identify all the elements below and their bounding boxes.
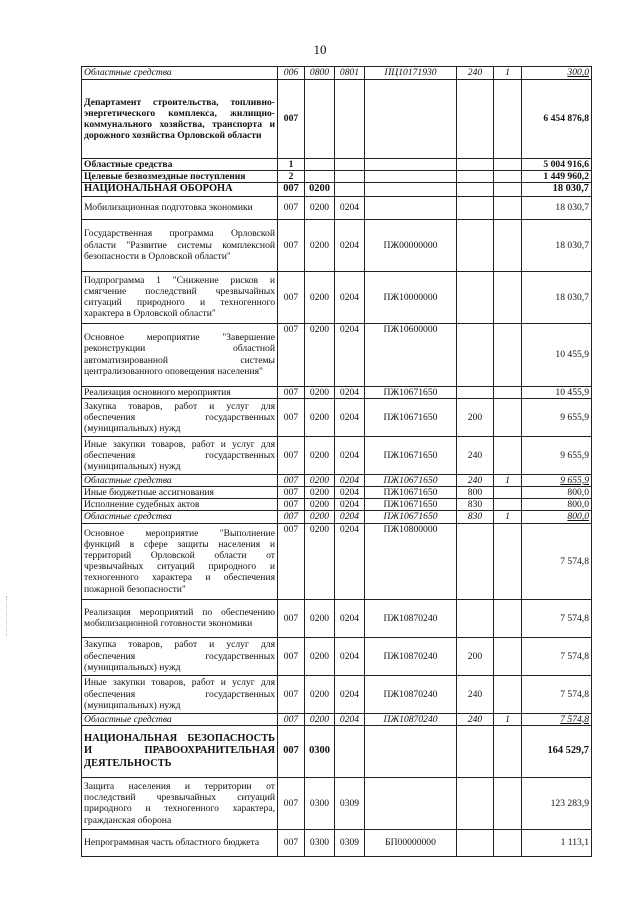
row-expense-type-cell: 830 [457,511,494,523]
row-target-article-cell: ПЖ10000000 [365,271,457,323]
row-name-cell: Иные бюджетные ассигнования [82,487,278,499]
row-subsection-cell: 0204 [335,436,365,474]
row-target-article-cell: ПЖ10671650 [365,436,457,474]
row-amount-cell: 7 574,8 [522,599,592,637]
row-source-cell [494,171,522,183]
row-expense-type-cell [457,196,494,219]
row-name-cell: Областные средства [82,67,278,80]
row-subsection-cell [335,80,365,159]
row-source-cell [494,725,522,777]
row-expense-type-cell: 200 [457,637,494,675]
row-name-cell: Закупка товаров, работ и услуг для обеспечения государственных (муниципальных) нужд [82,637,278,675]
table-row [82,675,592,713]
row-name-cell: Мобилизационная подготовка экономики [82,196,278,219]
row-subsection-cell: 0801 [335,67,365,80]
row-amount-cell: 800,0 [522,499,592,511]
table-row [82,599,592,637]
row-section-cell [305,159,335,171]
row-name-cell: Иные закупки товаров, работ и услуг для обеспечения государственных (муниципальных) нужд [82,436,278,474]
row-subsection-cell: 0204 [335,219,365,271]
row-subsection-cell: 0204 [335,386,365,398]
row-subsection-cell: 0204 [335,398,365,436]
row-name-cell: Подпрограмма 1 "Снижение рисков и смягчение последствий чрезвычайных ситуаций природного и техногенного характера в Орловской области" [82,271,278,323]
row-amount-cell: 1 449 960,2 [522,171,592,183]
row-section-cell: 0300 [305,725,335,777]
table-row [82,386,592,398]
row-subsection-cell: 0204 [335,713,365,725]
table-row [82,67,592,80]
row-source-cell [494,323,522,386]
row-section-cell: 0200 [305,323,335,386]
row-grbs-cell: 007 [278,474,305,486]
row-expense-type-cell [457,829,494,856]
row-expense-type-cell [457,219,494,271]
row-source-cell [494,219,522,271]
page-number: 10 [313,42,327,57]
row-amount-cell: 800,0 [522,487,592,499]
row-subsection-cell: 0204 [335,474,365,486]
row-section-cell: 0200 [305,219,335,271]
row-name-cell: Реализация основного мероприятия [82,386,278,398]
row-expense-type-cell: 240 [457,474,494,486]
row-source-cell [494,196,522,219]
row-amount-cell: 123 283,9 [522,777,592,829]
row-section-cell: 0200 [305,183,335,196]
row-grbs-cell: 007 [278,637,305,675]
row-name-cell: Областные средства [82,159,278,171]
row-amount-cell: 18 030,7 [522,219,592,271]
row-target-article-cell [365,196,457,219]
row-grbs-cell: 2 [278,171,305,183]
row-section-cell: 0200 [305,271,335,323]
row-amount-cell: 1 113,1 [522,829,592,856]
row-grbs-cell: 007 [278,713,305,725]
row-amount-cell: 6 454 876,8 [522,80,592,159]
row-amount-cell: 7 574,8 [522,523,592,599]
row-section-cell [305,80,335,159]
row-name-cell: Целевые безвозмездные поступления [82,171,278,183]
row-grbs-cell: 007 [278,80,305,159]
table-row [82,487,592,499]
row-subsection-cell: 0204 [335,675,365,713]
row-expense-type-cell: 240 [457,713,494,725]
row-name-cell: Реализация мероприятий по обеспечению мобилизационной готовности экономики [82,599,278,637]
row-amount-cell: 10 455,9 [522,323,592,386]
row-source-cell [494,777,522,829]
row-target-article-cell [365,725,457,777]
scan-edge-marks [6,596,9,636]
row-grbs-cell: 007 [278,829,305,856]
table-row [82,436,592,474]
row-expense-type-cell [457,323,494,386]
table-row [82,398,592,436]
row-grbs-cell: 007 [278,436,305,474]
row-grbs-cell: 007 [278,599,305,637]
row-amount-cell: 5 004 916,6 [522,159,592,171]
row-source-cell [494,436,522,474]
row-source-cell [494,499,522,511]
row-grbs-cell: 007 [278,675,305,713]
row-grbs-cell: 007 [278,777,305,829]
row-source-cell [494,159,522,171]
row-subsection-cell: 0204 [335,599,365,637]
row-amount-cell: 9 655,9 [522,436,592,474]
row-target-article-cell: ПЖ10870240 [365,713,457,725]
table-row [82,159,592,171]
row-expense-type-cell [457,725,494,777]
row-target-article-cell: ПЖ10671650 [365,487,457,499]
row-subsection-cell: 0204 [335,323,365,386]
row-name-cell: Государственная программа Орловской области "Развитие системы комплексной безопасности в Орловской области" [82,219,278,271]
table-row [82,713,592,725]
row-target-article-cell: ПЖ00000000 [365,219,457,271]
row-source-cell [494,80,522,159]
row-expense-type-cell: 800 [457,487,494,499]
row-target-article-cell: ПЖ10671650 [365,474,457,486]
row-expense-type-cell [457,777,494,829]
row-section-cell: 0300 [305,829,335,856]
row-source-cell [494,523,522,599]
row-subsection-cell: 0204 [335,487,365,499]
table-row [82,637,592,675]
table-row [82,511,592,523]
table-row [82,474,592,486]
row-expense-type-cell [457,271,494,323]
row-subsection-cell [335,159,365,171]
table-row [82,777,592,829]
row-section-cell [305,171,335,183]
row-target-article-cell: ПЖ10600000 [365,323,457,386]
row-subsection-cell: 0204 [335,499,365,511]
row-section-cell: 0200 [305,386,335,398]
row-target-article-cell [365,80,457,159]
row-name-cell: Иные закупки товаров, работ и услуг для обеспечения государственных (муниципальных) нужд [82,675,278,713]
row-target-article-cell: ПЖ10800000 [365,523,457,599]
table-row [82,171,592,183]
row-subsection-cell: 0309 [335,777,365,829]
row-source-cell [494,386,522,398]
table-row [82,523,592,599]
row-expense-type-cell [457,599,494,637]
table-row [82,829,592,856]
row-section-cell: 0200 [305,675,335,713]
row-expense-type-cell: 200 [457,398,494,436]
row-section-cell: 0200 [305,713,335,725]
row-expense-type-cell [457,80,494,159]
row-name-cell: Основное мероприятие "Выполнение функций в сфере защиты населения и территорий Орловской области от чрезвычайных ситуаций природного и техногенного характера и обеспечения пожарной безопасности" [82,523,278,599]
row-grbs-cell: 007 [278,398,305,436]
row-expense-type-cell: 830 [457,499,494,511]
row-name-cell: Основное мероприятие "Завершение реконструкции областной автоматизированной системы централизованного оповещения населения" [82,323,278,386]
row-subsection-cell [335,171,365,183]
row-name-cell: Защита населения и территории от последствий чрезвычайных ситуаций природного и техногенного характера, гражданская оборона [82,777,278,829]
row-target-article-cell [365,171,457,183]
row-grbs-cell: 006 [278,67,305,80]
row-source-cell: 1 [494,713,522,725]
row-name-cell: Закупка товаров, работ и услуг для обеспечения государственных (муниципальных) нужд [82,398,278,436]
budget-table-body [82,67,592,857]
row-amount-cell: 18 030,7 [522,183,592,196]
row-name-cell: Департамент строительства, топливно-энергетического комплекса, жилищно-коммунального хозяйства, транспорта и дорожного хозяйства Орловской области [82,80,278,159]
row-grbs-cell: 007 [278,183,305,196]
row-source-cell: 1 [494,67,522,80]
row-target-article-cell: ПЖ10870240 [365,599,457,637]
row-grbs-cell: 007 [278,196,305,219]
row-source-cell [494,829,522,856]
row-source-cell [494,599,522,637]
table-row [82,183,592,196]
row-expense-type-cell [457,171,494,183]
row-subsection-cell: 0204 [335,196,365,219]
row-section-cell: 0200 [305,436,335,474]
row-amount-cell: 800,0 [522,511,592,523]
row-amount-cell: 18 030,7 [522,196,592,219]
row-amount-cell: 10 455,9 [522,386,592,398]
row-expense-type-cell [457,183,494,196]
row-expense-type-cell [457,159,494,171]
row-target-article-cell: ПЖ10671650 [365,398,457,436]
row-target-article-cell: ПЖ10671650 [365,386,457,398]
row-amount-cell: 9 655,9 [522,474,592,486]
table-row [82,196,592,219]
row-subsection-cell: 0204 [335,511,365,523]
row-grbs-cell: 007 [278,386,305,398]
table-row [82,725,592,777]
table-row [82,219,592,271]
row-source-cell [494,271,522,323]
row-subsection-cell: 0309 [335,829,365,856]
row-grbs-cell: 007 [278,725,305,777]
row-section-cell: 0200 [305,398,335,436]
row-section-cell: 0300 [305,777,335,829]
row-grbs-cell: 007 [278,499,305,511]
row-grbs-cell: 007 [278,219,305,271]
row-target-article-cell: ПЖ10671650 [365,499,457,511]
table-row [82,271,592,323]
row-expense-type-cell [457,386,494,398]
table-row [82,499,592,511]
row-subsection-cell [335,183,365,196]
row-section-cell: 0200 [305,637,335,675]
table-row [82,323,592,386]
row-grbs-cell: 007 [278,323,305,386]
row-amount-cell: 7 574,8 [522,713,592,725]
row-target-article-cell: ПЖ10870240 [365,675,457,713]
table-row [82,80,592,159]
row-section-cell: 0800 [305,67,335,80]
row-grbs-cell: 007 [278,511,305,523]
row-section-cell: 0200 [305,523,335,599]
row-target-article-cell: ПЖ10870240 [365,637,457,675]
row-name-cell: НАЦИОНАЛЬНАЯ БЕЗОПАСНОСТЬ И ПРАВООХРАНИТЕЛЬНАЯ ДЕЯТЕЛЬНОСТЬ [82,725,278,777]
row-subsection-cell: 0204 [335,637,365,675]
row-grbs-cell: 007 [278,271,305,323]
row-name-cell: Областные средства [82,511,278,523]
row-expense-type-cell: 240 [457,675,494,713]
row-amount-cell: 300,0 [522,67,592,80]
row-target-article-cell [365,183,457,196]
row-amount-cell: 7 574,8 [522,675,592,713]
row-expense-type-cell [457,523,494,599]
row-section-cell: 0200 [305,511,335,523]
row-name-cell: Областные средства [82,713,278,725]
row-grbs-cell: 007 [278,523,305,599]
row-amount-cell: 18 030,7 [522,271,592,323]
row-target-article-cell: ПЖ10671650 [365,511,457,523]
row-name-cell: Областные средства [82,474,278,486]
row-name-cell: Непрограммная часть областного бюджета [82,829,278,856]
row-expense-type-cell: 240 [457,436,494,474]
row-expense-type-cell: 240 [457,67,494,80]
row-target-article-cell: БП00000000 [365,829,457,856]
row-source-cell: 1 [494,474,522,486]
row-source-cell [494,183,522,196]
row-grbs-cell: 007 [278,487,305,499]
budget-table [81,66,592,857]
row-amount-cell: 164 529,7 [522,725,592,777]
row-subsection-cell: 0204 [335,271,365,323]
row-source-cell: 1 [494,511,522,523]
row-target-article-cell: ПЦ10171930 [365,67,457,80]
row-section-cell: 0200 [305,487,335,499]
row-target-article-cell [365,777,457,829]
row-name-cell: НАЦИОНАЛЬНАЯ ОБОРОНА [82,183,278,196]
row-target-article-cell [365,159,457,171]
row-section-cell: 0200 [305,196,335,219]
row-amount-cell: 7 574,8 [522,637,592,675]
row-subsection-cell [335,725,365,777]
row-source-cell [494,487,522,499]
row-section-cell: 0200 [305,499,335,511]
row-name-cell: Исполнение судебных актов [82,499,278,511]
row-subsection-cell: 0204 [335,523,365,599]
row-section-cell: 0200 [305,599,335,637]
row-source-cell [494,637,522,675]
row-grbs-cell: 1 [278,159,305,171]
row-source-cell [494,398,522,436]
row-amount-cell: 9 655,9 [522,398,592,436]
row-source-cell [494,675,522,713]
row-section-cell: 0200 [305,474,335,486]
